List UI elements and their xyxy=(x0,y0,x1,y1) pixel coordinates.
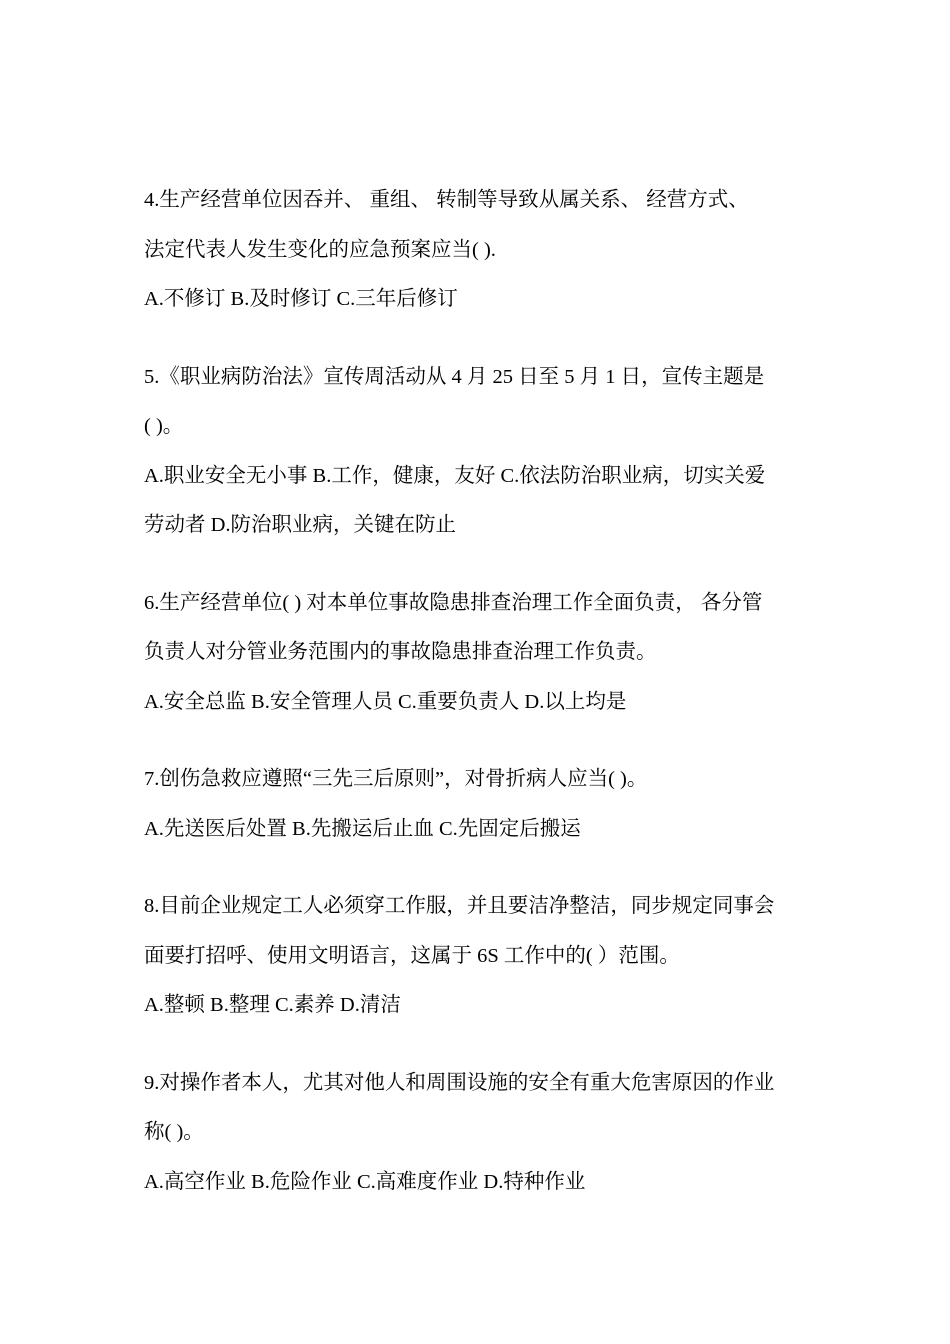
answer-options: A.先送医后处置 B.先搬运后止血 C.先固定后搬运 xyxy=(144,817,581,840)
question-text-line: 面要打招呼、使用文明语言，这属于 6S 工作中的( ）范围。 xyxy=(144,944,680,967)
answer-options: A.整顿 B.整理 C.素养 D.清洁 xyxy=(144,994,401,1016)
question-text-line: 称( )。 xyxy=(144,1121,204,1143)
question-6 xyxy=(144,579,812,728)
answer-options: A.高空作业 B.危险作业 C.高难度作业 D.特种作业 xyxy=(144,1170,586,1193)
question-text-line: 负责人对分管业务范围内的事故隐患排查治理工作负责。 xyxy=(144,641,657,663)
question-9 xyxy=(144,1059,812,1208)
question-list xyxy=(144,176,812,1235)
question-text-line: 9.对操作者本人，尤其对他人和周围设施的安全有重大危害原因的作业 xyxy=(144,1071,775,1094)
question-text-line: 4.生产经营单位因吞并、 重组、 转制等导致从属关系、 经营方式、 xyxy=(144,189,749,211)
answer-options: A.安全总监 B.安全管理人员 C.重要负责人 D.以上均是 xyxy=(144,690,627,713)
question-text-line: ( )。 xyxy=(144,415,184,437)
answer-options: A.不修订 B.及时修订 C.三年后修订 xyxy=(144,288,458,310)
answer-options: A.职业安全无小事 B.工作，健康，友好 C.依法防治职业病，切实关爱 xyxy=(144,464,766,487)
question-text-line: 6.生产经营单位( ) 对本单位事故隐患排查治理工作全面负责， 各分管 xyxy=(144,591,763,614)
question-7 xyxy=(144,755,812,854)
question-4 xyxy=(144,176,812,325)
question-text-line: 法定代表人发生变化的应急预案应当( ). xyxy=(144,238,496,261)
question-8 xyxy=(144,882,812,1031)
question-text-line: 7.创伤急救应遵照“三先三后原则”，对骨折病人应当( )。 xyxy=(144,768,648,790)
question-text-line: 5.《职业病防治法》宣传周活动从 4 月 25 日至 5 月 1 日，宣传主题是 xyxy=(144,365,765,388)
question-text-line: 8.目前企业规定工人必须穿工作服，并且要洁净整洁，同步规定同事会 xyxy=(144,895,775,917)
question-5 xyxy=(144,353,812,551)
answer-options: 劳动者 D.防治职业病，关键在防止 xyxy=(144,514,457,536)
